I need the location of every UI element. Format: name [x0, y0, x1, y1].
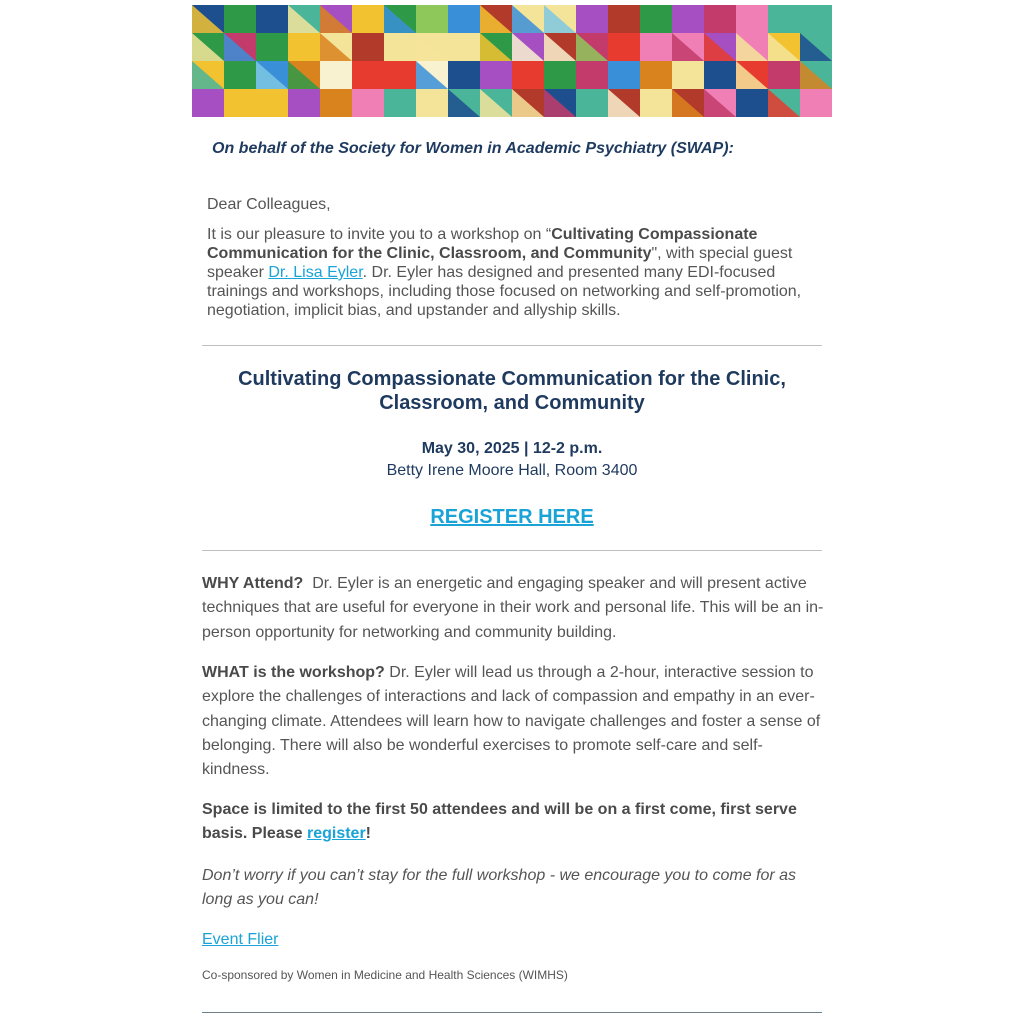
workshop-name: Cultivating Compassionate Communication for the Clinic, Classroom, and Community	[207, 226, 758, 262]
space-limited-paragraph	[202, 798, 824, 847]
cosponsor-note: Co-sponsored by Women in Medicine and Health Sciences (WIMHS)	[202, 968, 568, 982]
space-text: Space is limited to the first 50 attendees and will be on a first come, first serve basis. Please	[202, 801, 797, 843]
divider-middle	[202, 550, 822, 551]
greeting: Dear Colleagues,	[207, 196, 331, 213]
why-attend-paragraph	[202, 572, 824, 645]
dont-worry-paragraph: Don’t worry if you can’t stay for the full workshop - we encourage you to come for as long as you can!	[202, 867, 797, 909]
intro-text-3: . Dr. Eyler has designed and presented many EDI-focused trainings and workshops, including those focused on networking and self-promotion, negotiation, implicit bias, and upstander and allyship skills.	[207, 264, 802, 319]
what-paragraph	[202, 661, 824, 782]
intro-paragraph	[207, 225, 807, 320]
speaker-link[interactable]: Dr. Lisa Eyler	[268, 264, 363, 281]
event-title: Cultivating Compassionate Communication for the Clinic, Classroom, and Community	[238, 368, 786, 414]
space-end: !	[365, 825, 371, 843]
what-label: WHAT is the workshop?	[202, 664, 385, 681]
register-here-link[interactable]	[202, 506, 822, 529]
event-venue: Betty Irene Moore Hall, Room 3400	[386, 462, 638, 479]
intro-text-1: It is our pleasure to invite you to a workshop on “	[207, 226, 552, 243]
event-date: May 30, 2025 | 12-2 p.m.	[421, 440, 603, 457]
why-text: Dr. Eyler is an energetic and engaging speaker and will present active techniques that are useful for everyone in their work and personal life. This will be an in-person opportunity for networking and community building.	[202, 575, 824, 641]
intro-text-2: ", with special guest speaker	[207, 245, 793, 281]
event-flier-paragraph	[202, 928, 824, 952]
divider-bottom	[202, 1012, 822, 1013]
register-here-anchor[interactable]: REGISTER HERE	[430, 506, 594, 528]
event-flier-link[interactable]: Event Flier	[202, 931, 279, 948]
divider-top	[202, 345, 822, 346]
banner-mosaic-image	[192, 5, 832, 117]
on-behalf-heading: On behalf of the Society for Women in Academic Psychiatry (SWAP):	[212, 140, 734, 157]
what-text: Dr. Eyler will lead us through a 2-hour, interactive session to explore the challenges of interactions and lack of compassion and empathy in an ever-changing climate. Attendees will learn how to navigate challenges and foster a sense of belonging. There will also be wonderful exercises to promote self-care and self-kindness.	[202, 664, 821, 779]
why-label: WHY Attend?	[202, 575, 304, 592]
register-link[interactable]: register	[306, 825, 366, 843]
